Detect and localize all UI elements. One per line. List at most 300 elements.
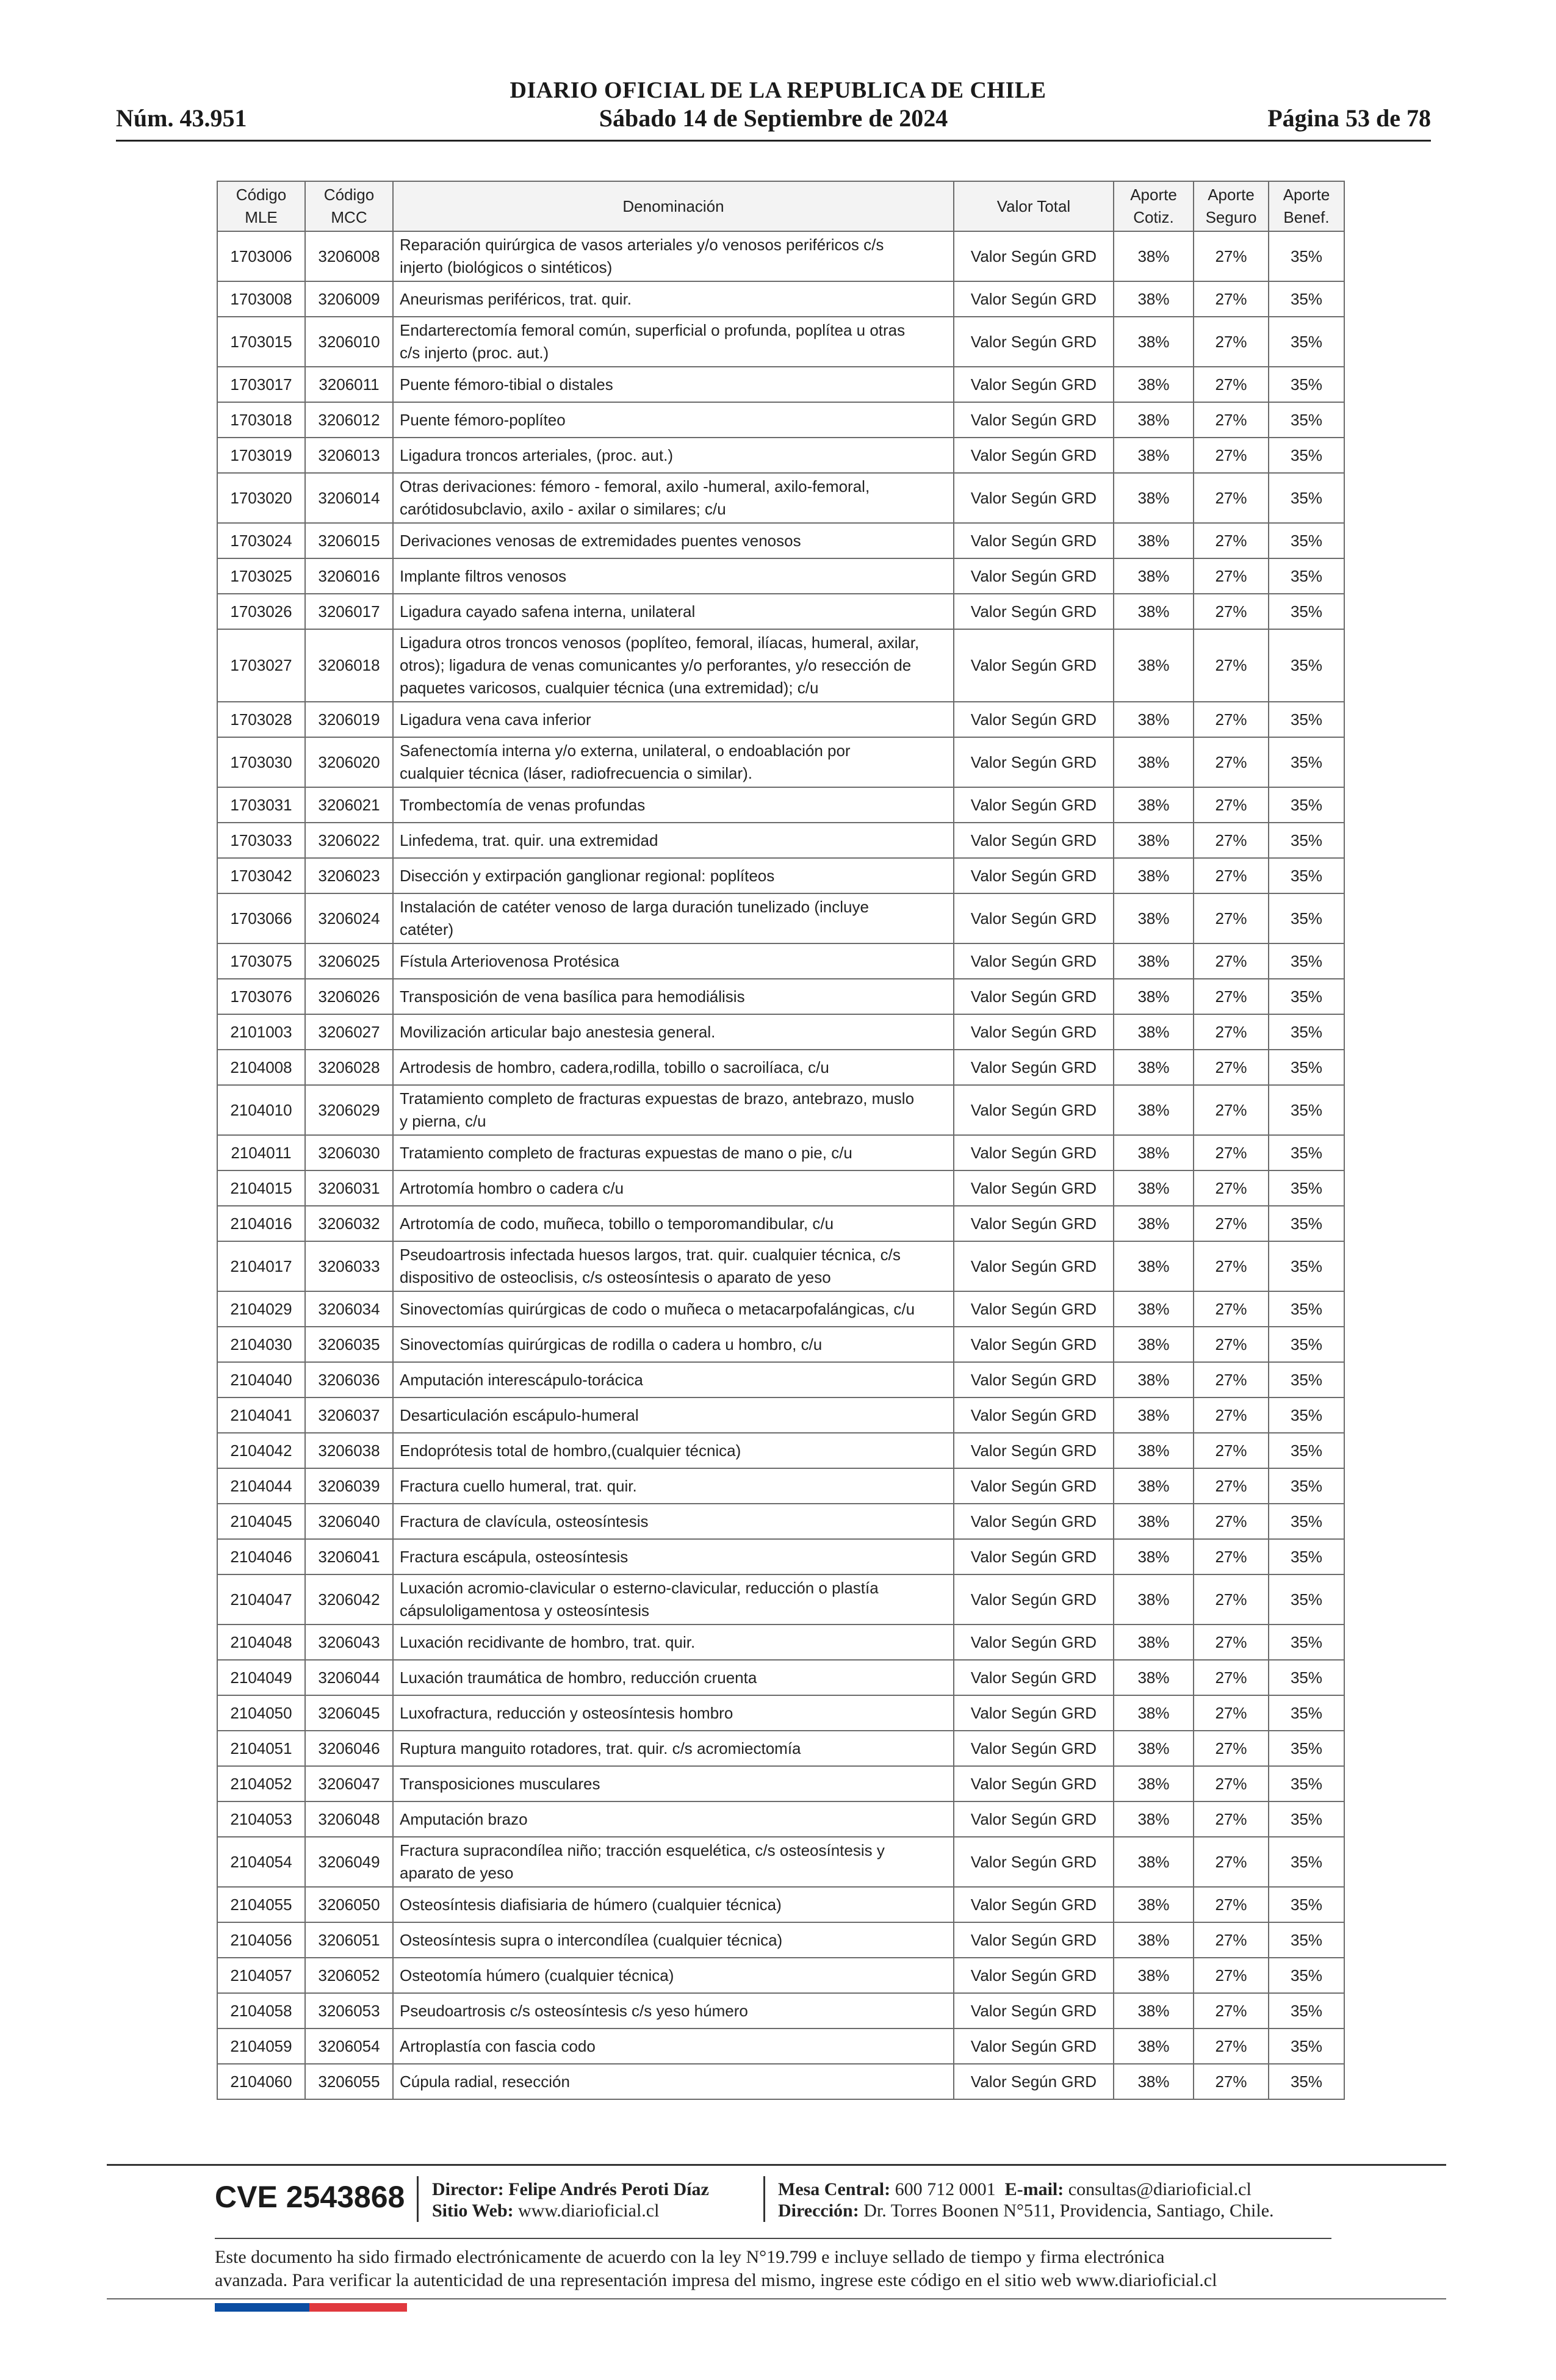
cell-codigo-mcc: 3206021 [305,787,393,823]
cell-aporte-seguro: 27% [1194,858,1269,893]
sitio-label: Sitio Web: [432,2201,514,2221]
table-row [217,1695,1344,1731]
denominacion-line: Desarticulación escápulo-humeral [400,1405,639,1424]
cell-aporte-seguro: 27% [1194,1801,1269,1837]
cell-aporte-cotiz: 38% [1114,281,1194,317]
cell-aporte-benef: 35% [1269,1574,1344,1625]
table-row [217,1468,1344,1504]
cell-aporte-benef: 35% [1269,1504,1344,1539]
cell-aporte-cotiz: 38% [1114,1574,1194,1625]
denominacion-line: Ruptura manguito rotadores, trat. quir. c/s acromiectomía [400,1739,801,1758]
cell-aporte-benef: 35% [1269,1170,1344,1206]
header-divider [116,140,1431,142]
cell-aporte-seguro: 27% [1194,1014,1269,1050]
cell-valor-total: Valor Según GRD [954,823,1114,858]
cell-aporte-benef: 35% [1269,1433,1344,1468]
cell-codigo-mle: 2104058 [217,1993,305,2028]
cell-valor-total: Valor Según GRD [954,943,1114,979]
table-row [217,702,1344,737]
cell-aporte-cotiz: 38% [1114,858,1194,893]
cell-codigo-mle: 2104047 [217,1574,305,1625]
cell-aporte-cotiz: 38% [1114,1241,1194,1291]
legal-notice-line-1: Este documento ha sido firmado electrónicamente de acuerdo con la ley N°19.799 e incluye sellado de tiempo y firma electrónica [215,2247,1165,2267]
direccion-label: Dirección: [778,2201,859,2221]
cell-valor-total: Valor Según GRD [954,1397,1114,1433]
cell-codigo-mcc: 3206023 [305,858,393,893]
cell-aporte-benef: 35% [1269,1695,1344,1731]
cell-valor-total: Valor Según GRD [954,979,1114,1014]
cell-aporte-benef: 35% [1269,1327,1344,1362]
cell-codigo-mcc: 3206029 [305,1085,393,1135]
cell-valor-total: Valor Según GRD [954,473,1114,523]
denominacion-line: Pseudoartrosis c/s osteosíntesis c/s yeso húmero [400,2001,748,2020]
cell-codigo-mle: 1703017 [217,367,305,402]
table-row [217,1993,1344,2028]
cell-aporte-seguro: 27% [1194,979,1269,1014]
cell-denominacion [393,629,954,702]
cell-aporte-seguro: 27% [1194,1050,1269,1085]
cell-codigo-mcc: 3206041 [305,1539,393,1574]
cell-denominacion [393,858,954,893]
denominacion-line: paquetes varicosos, cualquier técnica (una extremidad); c/u [400,679,819,697]
denominacion-line: Reparación quirúrgica de vasos arteriales y/o venosos periféricos c/s [400,236,884,254]
table-row [217,1241,1344,1291]
cell-valor-total: Valor Según GRD [954,367,1114,402]
footer-divider-mid [215,2238,1331,2239]
email-link[interactable]: consultas@diarioficial.cl [1068,2179,1252,2199]
cell-valor-total: Valor Según GRD [954,1887,1114,1922]
cell-aporte-cotiz: 38% [1114,737,1194,787]
cell-codigo-mcc: 3206025 [305,943,393,979]
denominacion-line: Osteosíntesis supra o intercondílea (cualquier técnica) [400,1930,783,1949]
table-row [217,629,1344,702]
cell-aporte-benef: 35% [1269,858,1344,893]
cell-denominacion [393,1695,954,1731]
cell-aporte-seguro: 27% [1194,1993,1269,2028]
cell-valor-total: Valor Según GRD [954,1695,1114,1731]
cell-aporte-benef: 35% [1269,558,1344,594]
cell-aporte-seguro: 27% [1194,1887,1269,1922]
flag-bar-blue [215,2303,309,2312]
denominacion-line: Fractura cuello humeral, trat. quir. [400,1476,637,1495]
cell-valor-total: Valor Según GRD [954,1958,1114,1993]
cell-aporte-seguro: 27% [1194,1291,1269,1327]
footer-divider-bottom [107,2298,1446,2299]
cell-aporte-benef: 35% [1269,629,1344,702]
cell-aporte-benef: 35% [1269,1397,1344,1433]
cell-aporte-benef: 35% [1269,1766,1344,1801]
cell-aporte-cotiz: 38% [1114,629,1194,702]
cell-aporte-benef: 35% [1269,438,1344,473]
cell-denominacion [393,1291,954,1327]
cell-aporte-benef: 35% [1269,1085,1344,1135]
cell-codigo-mle: 2104015 [217,1170,305,1206]
cell-codigo-mle: 2104055 [217,1887,305,1922]
cell-codigo-mle: 2101003 [217,1014,305,1050]
denominacion-line: Transposición de vena basílica para hemodiálisis [400,987,745,1006]
table-row [217,1014,1344,1050]
cell-denominacion [393,1241,954,1291]
cell-codigo-mle: 1703015 [217,317,305,367]
cell-aporte-cotiz: 38% [1114,1468,1194,1504]
cell-codigo-mcc: 3206055 [305,2064,393,2099]
cell-denominacion [393,1014,954,1050]
cell-aporte-cotiz: 38% [1114,594,1194,629]
cell-valor-total: Valor Según GRD [954,2028,1114,2064]
denominacion-line: Movilización articular bajo anestesia general. [400,1022,716,1041]
director-label: Director: [432,2179,504,2199]
cell-valor-total: Valor Según GRD [954,737,1114,787]
cell-aporte-seguro: 27% [1194,629,1269,702]
cell-aporte-benef: 35% [1269,1887,1344,1922]
cell-codigo-mle: 1703076 [217,979,305,1014]
sitio-web-link[interactable]: www.diarioficial.cl [518,2201,660,2221]
cell-aporte-seguro: 27% [1194,2064,1269,2099]
col-header-mcc: Código MCC [305,181,393,231]
denominacion-line: Puente fémoro-poplíteo [400,410,566,429]
table-row [217,317,1344,367]
cell-aporte-cotiz: 38% [1114,1397,1194,1433]
table-row [217,787,1344,823]
cell-aporte-benef: 35% [1269,1837,1344,1887]
cell-aporte-cotiz: 38% [1114,438,1194,473]
cell-valor-total: Valor Según GRD [954,702,1114,737]
cell-aporte-benef: 35% [1269,1050,1344,1085]
footer-separator-2 [763,2176,765,2222]
cell-valor-total: Valor Según GRD [954,1766,1114,1801]
denominacion-line: Fractura de clavícula, osteosíntesis [400,1512,649,1531]
cell-aporte-cotiz: 38% [1114,473,1194,523]
cell-valor-total: Valor Según GRD [954,438,1114,473]
table-row [217,1397,1344,1433]
cell-denominacion [393,1206,954,1241]
denominacion-line: Artrodesis de hombro, cadera,rodilla, tobillo o sacroilíaca, c/u [400,1058,829,1076]
cell-aporte-seguro: 27% [1194,787,1269,823]
cell-aporte-seguro: 27% [1194,1241,1269,1291]
cell-codigo-mle: 2104040 [217,1362,305,1397]
cell-denominacion [393,281,954,317]
footer-divider-top [107,2164,1446,2166]
cell-aporte-cotiz: 38% [1114,1539,1194,1574]
table-row [217,231,1344,281]
cell-denominacion [393,1801,954,1837]
col-header-seguro: Aporte Seguro [1194,181,1269,231]
cell-aporte-seguro: 27% [1194,1837,1269,1887]
cell-aporte-cotiz: 38% [1114,1766,1194,1801]
cell-aporte-cotiz: 38% [1114,1291,1194,1327]
footer-separator-1 [417,2176,419,2222]
denominacion-line: Osteosíntesis diafisiaria de húmero (cualquier técnica) [400,1895,782,1914]
cell-aporte-seguro: 27% [1194,702,1269,737]
denominacion-line: Sinovectomías quirúrgicas de rodilla o cadera u hombro, c/u [400,1335,823,1354]
cell-codigo-mle: 2104048 [217,1625,305,1660]
cell-aporte-benef: 35% [1269,702,1344,737]
cell-aporte-cotiz: 38% [1114,1887,1194,1922]
cell-aporte-cotiz: 38% [1114,979,1194,1014]
table-header-row [217,181,1344,231]
cell-valor-total: Valor Según GRD [954,1362,1114,1397]
cell-codigo-mcc: 3206043 [305,1625,393,1660]
cell-aporte-cotiz: 38% [1114,893,1194,943]
cell-denominacion [393,523,954,558]
issue-number: Núm. 43.951 [116,104,247,132]
cell-aporte-cotiz: 38% [1114,1625,1194,1660]
cell-denominacion [393,1433,954,1468]
cell-codigo-mcc: 3206014 [305,473,393,523]
cell-codigo-mcc: 3206049 [305,1837,393,1887]
email-label: E-mail: [1004,2179,1064,2199]
cell-codigo-mle: 1703025 [217,558,305,594]
cell-codigo-mcc: 3206039 [305,1468,393,1504]
cell-valor-total: Valor Según GRD [954,1468,1114,1504]
cell-codigo-mle: 2104042 [217,1433,305,1468]
cell-valor-total: Valor Según GRD [954,1837,1114,1887]
table-row [217,281,1344,317]
table-row [217,823,1344,858]
table-row [217,1362,1344,1397]
cell-aporte-seguro: 27% [1194,2028,1269,2064]
table-row [217,1766,1344,1801]
cell-aporte-benef: 35% [1269,1135,1344,1170]
cell-valor-total: Valor Según GRD [954,1922,1114,1958]
cell-codigo-mle: 1703028 [217,702,305,737]
cell-aporte-cotiz: 38% [1114,943,1194,979]
denominacion-line: aparato de yeso [400,1864,514,1882]
cell-denominacion [393,702,954,737]
cell-codigo-mcc: 3206038 [305,1433,393,1468]
denominacion-line: Artroplastía con fascia codo [400,2036,596,2055]
legal-notice-line-2: avanzada. Para verificar la autenticidad de una representación impresa del mismo, ingrese este código en el sitio web www.diarioficial.cl [215,2270,1217,2290]
cell-aporte-seguro: 27% [1194,1362,1269,1397]
cell-codigo-mle: 2104060 [217,2064,305,2099]
cell-aporte-seguro: 27% [1194,823,1269,858]
denominacion-line: Artrotomía hombro o cadera c/u [400,1178,624,1197]
cell-codigo-mle: 1703030 [217,737,305,787]
cell-denominacion [393,317,954,367]
cell-codigo-mle: 2104011 [217,1135,305,1170]
cell-valor-total: Valor Según GRD [954,402,1114,438]
cell-codigo-mle: 2104050 [217,1695,305,1731]
cell-aporte-seguro: 27% [1194,1206,1269,1241]
cell-valor-total: Valor Según GRD [954,1014,1114,1050]
table-row [217,979,1344,1014]
cell-codigo-mcc: 3206019 [305,702,393,737]
cell-codigo-mcc: 3206026 [305,979,393,1014]
cell-denominacion [393,1993,954,2028]
cell-aporte-seguro: 27% [1194,943,1269,979]
cell-aporte-cotiz: 38% [1114,1958,1194,1993]
cell-aporte-cotiz: 38% [1114,1433,1194,1468]
denominacion-line: c/s injerto (proc. aut.) [400,344,549,362]
cell-codigo-mle: 2104057 [217,1958,305,1993]
cell-denominacion [393,1362,954,1397]
cell-valor-total: Valor Según GRD [954,231,1114,281]
cell-denominacion [393,1958,954,1993]
cell-codigo-mle: 2104059 [217,2028,305,2064]
cell-aporte-cotiz: 38% [1114,702,1194,737]
cell-codigo-mle: 2104052 [217,1766,305,1801]
cell-aporte-cotiz: 38% [1114,1206,1194,1241]
table-row [217,402,1344,438]
cell-codigo-mcc: 3206012 [305,402,393,438]
cell-aporte-seguro: 27% [1194,1958,1269,1993]
cell-codigo-mcc: 3206047 [305,1766,393,1801]
cell-denominacion [393,893,954,943]
table-row [217,1170,1344,1206]
cell-denominacion [393,1574,954,1625]
table-row [217,2064,1344,2099]
cell-codigo-mcc: 3206037 [305,1397,393,1433]
table-row [217,1539,1344,1574]
table-row [217,438,1344,473]
procedures-table [217,181,1345,2100]
cell-aporte-cotiz: 38% [1114,1695,1194,1731]
table-row [217,1433,1344,1468]
mesa-phone: 600 712 0001 [895,2179,996,2199]
cell-codigo-mcc: 3206028 [305,1050,393,1085]
cell-valor-total: Valor Según GRD [954,1993,1114,2028]
cell-aporte-cotiz: 38% [1114,1170,1194,1206]
cell-aporte-seguro: 27% [1194,558,1269,594]
cell-codigo-mle: 2104044 [217,1468,305,1504]
denominacion-line: Endarterectomía femoral común, superficial o profunda, poplítea u otras [400,321,906,339]
cell-aporte-cotiz: 38% [1114,1922,1194,1958]
cell-codigo-mle: 1703018 [217,402,305,438]
table-row [217,1625,1344,1660]
cell-aporte-cotiz: 38% [1114,2028,1194,2064]
cell-aporte-cotiz: 38% [1114,317,1194,367]
table-row [217,523,1344,558]
cell-aporte-benef: 35% [1269,1014,1344,1050]
cell-codigo-mcc: 3206031 [305,1170,393,1206]
cell-aporte-seguro: 27% [1194,1574,1269,1625]
cell-aporte-benef: 35% [1269,1291,1344,1327]
cell-codigo-mle: 2104041 [217,1397,305,1433]
cell-valor-total: Valor Según GRD [954,523,1114,558]
table-row [217,594,1344,629]
cell-codigo-mcc: 3206016 [305,558,393,594]
cell-codigo-mle: 1703019 [217,438,305,473]
cell-codigo-mcc: 3206024 [305,893,393,943]
cell-codigo-mle: 2104049 [217,1660,305,1695]
cell-denominacion [393,1135,954,1170]
footer-director-block [432,2179,709,2221]
cell-codigo-mcc: 3206042 [305,1574,393,1625]
denominacion-line: otros); ligadura de venas comunicantes y/o perforantes, y/o resección de [400,656,912,674]
cell-codigo-mle: 1703024 [217,523,305,558]
cell-codigo-mcc: 3206044 [305,1660,393,1695]
cell-aporte-benef: 35% [1269,787,1344,823]
cell-aporte-benef: 35% [1269,737,1344,787]
cell-aporte-benef: 35% [1269,823,1344,858]
cell-aporte-seguro: 27% [1194,1660,1269,1695]
cell-denominacion [393,2028,954,2064]
cell-valor-total: Valor Según GRD [954,1327,1114,1362]
cell-valor-total: Valor Según GRD [954,858,1114,893]
cell-aporte-cotiz: 38% [1114,1801,1194,1837]
denominacion-line: Trombectomía de venas profundas [400,795,646,814]
cell-valor-total: Valor Según GRD [954,1433,1114,1468]
cell-aporte-benef: 35% [1269,1958,1344,1993]
cell-aporte-benef: 35% [1269,1206,1344,1241]
cell-aporte-seguro: 27% [1194,1625,1269,1660]
table-row [217,1327,1344,1362]
cell-codigo-mle: 2104017 [217,1241,305,1291]
denominacion-line: catéter) [400,920,454,939]
cell-aporte-benef: 35% [1269,1660,1344,1695]
denominacion-line: y pierna, c/u [400,1112,486,1130]
cell-codigo-mcc: 3206020 [305,737,393,787]
cell-codigo-mcc: 3206010 [305,317,393,367]
cell-aporte-benef: 35% [1269,523,1344,558]
cell-valor-total: Valor Según GRD [954,1539,1114,1574]
cve-code: CVE 2543868 [215,2180,405,2214]
denominacion-line: Ligadura otros troncos venosos (poplíteo, femoral, ilíacas, humeral, axilar, [400,633,920,652]
cell-valor-total: Valor Según GRD [954,1085,1114,1135]
cell-aporte-seguro: 27% [1194,438,1269,473]
cell-aporte-benef: 35% [1269,2064,1344,2099]
cell-aporte-cotiz: 38% [1114,1050,1194,1085]
cell-aporte-cotiz: 38% [1114,402,1194,438]
denominacion-line: Fístula Arteriovenosa Protésica [400,951,619,970]
mesa-label: Mesa Central: [778,2179,891,2199]
cell-aporte-seguro: 27% [1194,1433,1269,1468]
cell-denominacion [393,594,954,629]
denominacion-line: Pseudoartrosis infectada huesos largos, trat. quir. cualquier técnica, c/s [400,1246,901,1264]
cell-aporte-benef: 35% [1269,2028,1344,2064]
cell-codigo-mle: 1703027 [217,629,305,702]
cell-aporte-seguro: 27% [1194,523,1269,558]
direccion-value: Dr. Torres Boonen N°511, Providencia, Santiago, Chile. [863,2201,1274,2221]
table-row [217,1050,1344,1085]
cell-aporte-cotiz: 38% [1114,367,1194,402]
table-row [217,943,1344,979]
cell-valor-total: Valor Según GRD [954,1170,1114,1206]
denominacion-line: Amputación brazo [400,1809,528,1828]
cell-aporte-benef: 35% [1269,1468,1344,1504]
cell-denominacion [393,438,954,473]
cell-codigo-mle: 1703008 [217,281,305,317]
cell-aporte-seguro: 27% [1194,1327,1269,1362]
col-header-denominacion: Denominación [393,181,954,231]
cell-codigo-mle: 2104054 [217,1837,305,1887]
cell-denominacion [393,473,954,523]
cell-aporte-benef: 35% [1269,979,1344,1014]
denominacion-line: Luxofractura, reducción y osteosíntesis hombro [400,1703,733,1722]
cell-denominacion [393,1887,954,1922]
cell-aporte-benef: 35% [1269,1922,1344,1958]
table-row [217,473,1344,523]
cell-aporte-cotiz: 38% [1114,1135,1194,1170]
denominacion-line: Fractura escápula, osteosíntesis [400,1547,629,1566]
cell-denominacion [393,823,954,858]
cell-aporte-cotiz: 38% [1114,1504,1194,1539]
cell-codigo-mcc: 3206032 [305,1206,393,1241]
cell-valor-total: Valor Según GRD [954,1135,1114,1170]
cell-aporte-seguro: 27% [1194,1135,1269,1170]
denominacion-line: Linfedema, trat. quir. una extremidad [400,831,658,849]
table-row [217,1660,1344,1695]
cell-aporte-seguro: 27% [1194,473,1269,523]
cell-aporte-benef: 35% [1269,594,1344,629]
cell-denominacion [393,558,954,594]
cell-codigo-mcc: 3206009 [305,281,393,317]
cell-codigo-mle: 2104016 [217,1206,305,1241]
table-row [217,893,1344,943]
table-row [217,1085,1344,1135]
cell-aporte-cotiz: 38% [1114,1085,1194,1135]
cell-aporte-benef: 35% [1269,1362,1344,1397]
